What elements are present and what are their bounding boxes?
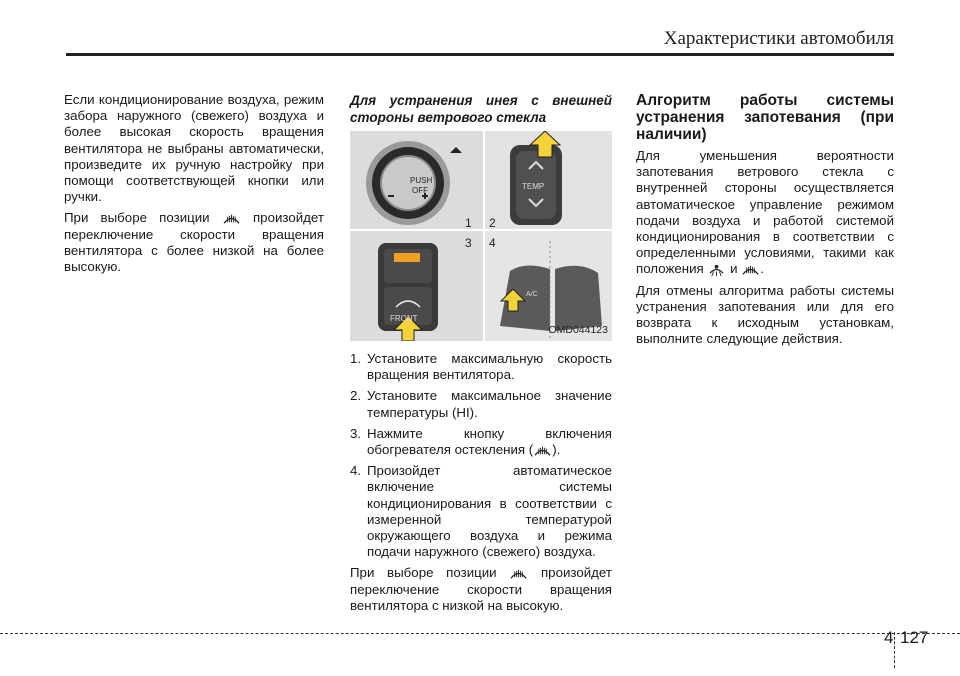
paragraph-2 [64,210,324,275]
column-middle [350,92,612,619]
step-number: 3. [350,425,362,441]
list-item [350,463,612,560]
temp-label: TEMP [522,182,545,191]
defrost-icon [509,566,528,581]
page-number: 127 [900,628,929,647]
step-number: 2. [350,388,362,404]
front-label: FRONT [390,314,418,323]
column-left [64,92,324,280]
paragraph-algorithm [636,148,894,278]
control-panel-figure [350,131,612,341]
paragraph-fan-end: произойдет переключение скорости вращения вентилятора с низкой на высокую. [350,565,612,613]
paragraph-2-start: При выборе позиции [64,210,210,226]
paragraph-2-end: произойдет переключение скорости вращения вентилятора с более низкой на более высокую. [64,210,324,275]
paragraph-algorithm-text: Для уменьшения вероятности запотевания ветрового стекла с внутренней стороны осуществляется автоматическое управление режимом подачи воздуха и работой системой кондиционирования в соответствии с определенными условиями, такими как положения [636,148,894,277]
step-text: Произойдет автоматическое включение системы кондиционирования в соответствии с измеренной температурой окружающего воздуха и режима подачи наружного (свежего) воздуха. [367,463,612,560]
list-item [350,351,612,383]
figure-divider-horizontal [350,229,612,231]
figure-label-1: 1 [465,216,472,230]
defrost-icon [222,211,241,226]
knob-label-off: OFF [412,186,428,195]
step-text: Установите максимальное значение температуры (HI). [367,388,612,420]
footer-rule [0,633,960,634]
floor-defrost-icon [707,262,726,277]
section-heading-outside: Для устранения инея с внешней стороны ветрового стекла [350,93,612,125]
section-heading-algorithm: Алгоритм работы системы устранения запотевания (при наличии) [636,92,894,143]
paragraph-algorithm-end: . [760,261,764,277]
paragraph-fan [350,565,612,614]
figure-code: OMD044123 [548,323,608,336]
paragraph-fan-start: При выборе позиции [350,565,497,581]
column-right [636,92,894,352]
list-item [350,388,612,420]
paragraph-cancel: Для отмены алгоритма работы системы устранения запотевания или для его возврата к исходным установкам, выполните следующие действия. [636,282,894,347]
step-number: 4. [350,463,362,479]
section-number: 4 [884,628,894,647]
knob-label-push: PUSH [410,176,433,185]
figure-divider-vertical [483,131,485,341]
list-item [350,426,612,458]
ac-label: A/C [526,291,538,298]
step-text: Нажмите кнопку включения обогревателя остекления ( [367,425,612,458]
figure-label-4: 4 [489,236,496,250]
footer-separator [894,632,896,668]
header-rule [66,53,894,56]
header-title: Характеристики автомобиля [663,28,894,49]
figure-label-2: 2 [489,216,496,230]
step-text-end: ). [552,442,561,458]
figure-illustration [350,131,612,341]
step-number: 1. [350,351,362,366]
defrost-icon [741,262,760,277]
paragraph-1: Если кондиционирование воздуха, режим забора наружного (свежего) воздуха и более высокая скорость вращения вентилятора не выбраны автоматически, произведите их ручную настройку при помощи соответствующей кнопки или ручки. [64,92,324,205]
figure-label-3: 3 [465,236,472,250]
paragraph-algorithm-and: и [730,261,738,277]
defrost-icon [533,443,552,458]
step-text: Установите максимальную скорость вращения вентилятора. [367,351,612,383]
steps-list [350,351,612,560]
